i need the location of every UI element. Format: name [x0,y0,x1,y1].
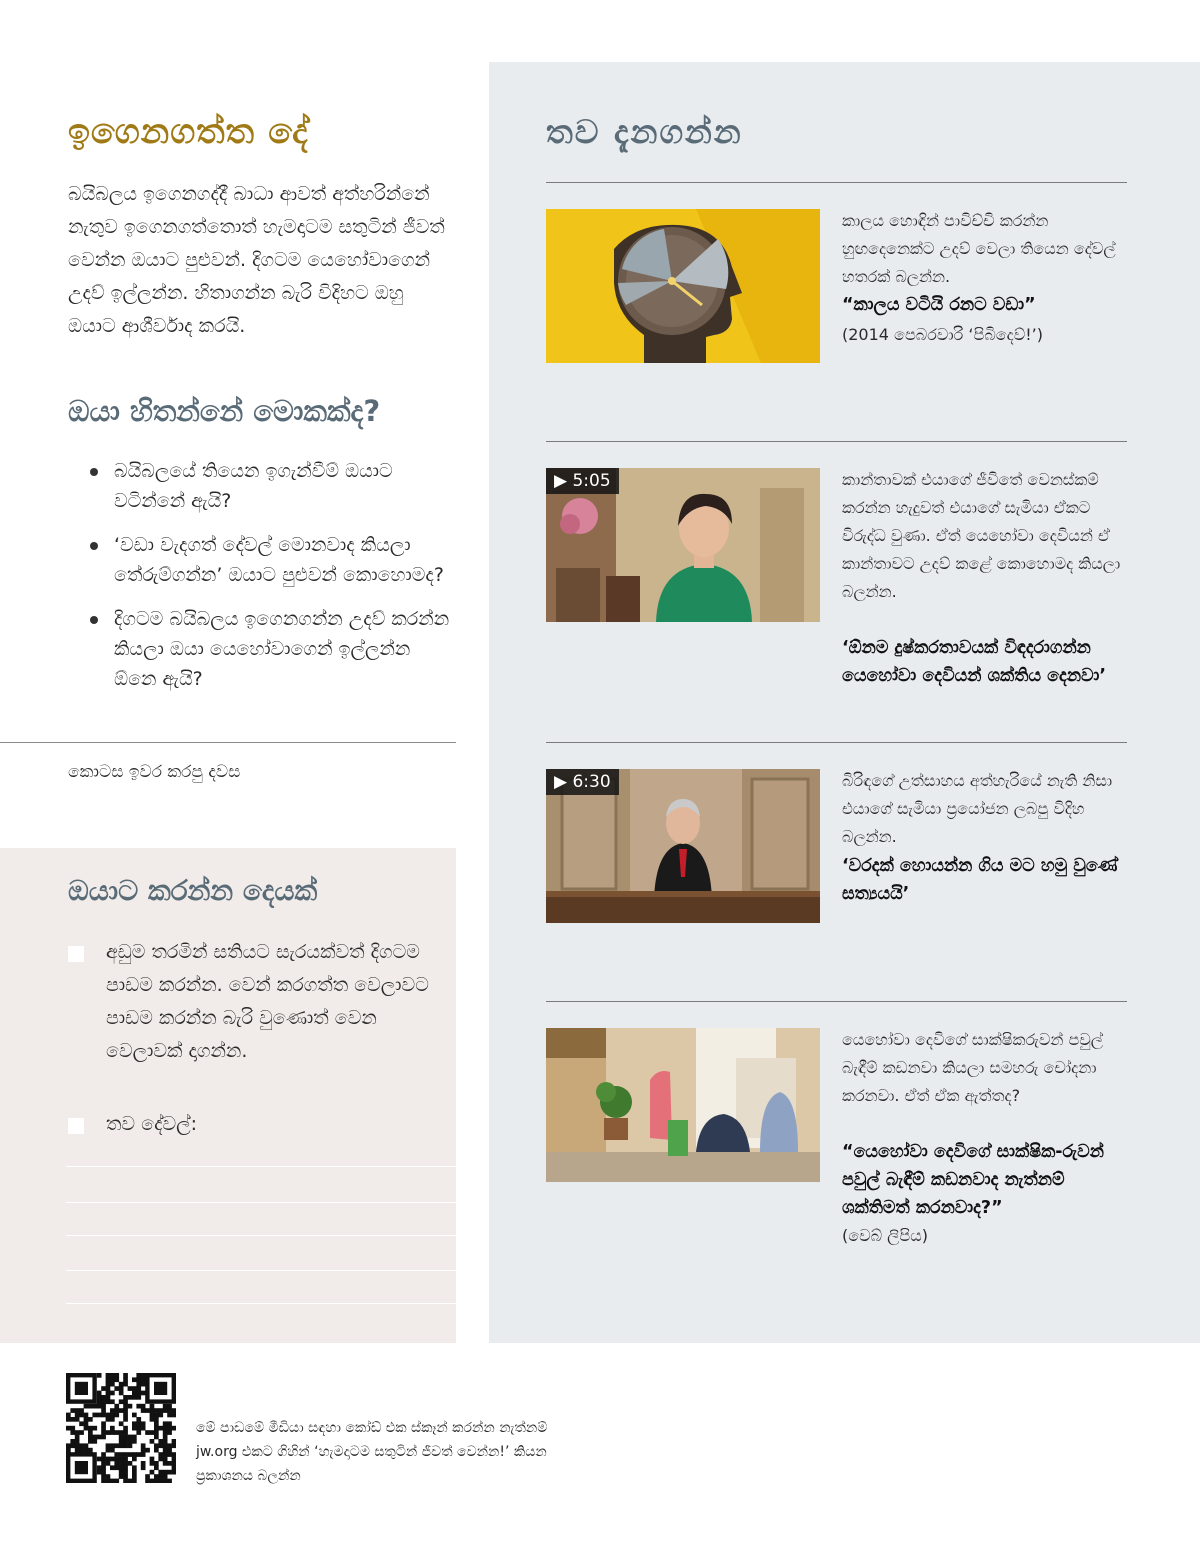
checkbox[interactable] [68,1118,84,1134]
review-question: දිගටම බයිබලය ඉගෙනගන්න උදව් කරන්න කියලා ඔයා යෙහෝවාගෙන් ඉල්ලන්න ඕනෙ ඇයි? [90,604,458,694]
writing-line [66,1202,456,1203]
entry-divider [546,182,1127,183]
article-thumbnail[interactable] [546,1028,820,1182]
entry-source: (වෙබ් ලිපිය) [842,1226,928,1245]
task-item-text: තව දේවල්: [106,1113,198,1135]
learn-more-title: තව දැනගන්න [546,112,743,151]
task-box [0,848,456,1343]
entry-divider [546,742,1127,743]
task-title: ඔයාට කරන්න දෙයක් [68,874,318,907]
qr-code[interactable] [66,1373,176,1483]
task-item-text: අඩුම තරමින් සතියට සැරයක්වත් දිගටම පාඩම කරන්න. වෙන් කරගත්ත වෙලාවට පාඩම කරන්න බැරි වුණොත් වෙන වෙලාවක් දාගන්න. [106,941,429,1062]
video-thumbnail[interactable] [546,769,820,923]
writing-line [66,1235,456,1236]
entry-title[interactable]: ‘ඕනම දුෂ්කරතාවයක් විඳදරාගන්න යෙහෝවා දෙවියන් ශක්තිය දෙනවා’ [842,638,1107,686]
video-duration: ▶ 5:05 [546,468,619,494]
entry-divider [546,441,1127,442]
summary-text: බයිබලය ඉගෙනගද්දී බාධා ආවත් අත්හරින්නේ නැතුව ඉගෙනගත්තොත් හැමදාටම සතුටින් ජීවත් වෙන්න ඔයාට පුළුවන්. දිගටම යෙහෝවාගෙන් උදව් ඉල්ලන්න. හිතාගන්න බැරි විදිහට ඔහු ඔයාට ආශීර්වාද කරයි. [68,183,445,337]
writing-line [66,1166,456,1167]
summary-title: ඉගෙනගත්ත දේ [68,112,309,152]
writing-line [66,1303,456,1304]
entry-source: (2014 පෙබරවාරි ‘පිබිදෙව්!’) [842,325,1044,344]
checkbox[interactable] [68,946,84,962]
writing-line [66,1270,456,1271]
time-head-illustration [546,209,820,363]
section-divider [0,742,456,743]
article-thumbnail[interactable] [546,209,820,363]
video-duration: ▶ 6:30 [546,769,619,795]
family-greeting-image [546,1028,820,1182]
entry-title[interactable]: “යෙහෝවා දෙවිගේ සාක්ෂික-රුවන් පවුල් බැඳීම් කඩනවාද නැත්නම් ශක්තිමත් කරනවාද?” [842,1142,1104,1218]
review-title: ඔයා හිතන්නේ මොකක්ද? [68,394,381,428]
footer-note: මේ පාඩමේ මීඩියා සඳහා කෝඩ් එක ස්කෑන් කරන්න නැත්නම් jw.org එකට ගිහින් ‘හැමදාටම සතුටින් ජීවත් වෙන්න!’ කියන ප්‍රකාශනය බලන්න [196,1420,548,1484]
completed-date-label: කොටස ඉවර කරපු දවස [68,762,241,782]
review-question: ‘වඩා වැදගත් දේවල් මොනවාද කියලා තේරුම්ගන්න’ ඔයාට පුළුවන් කොහොමද? [90,530,458,590]
entry-description: යෙහෝවා දෙවිගේ සාක්ෂිකරුවන් පවුල් බැඳීම් කඩනවා කියලා සමහරු චෝදනා කරනවා. ඒත් ඒක ඇත්තද? [842,1030,1104,1105]
entry-title[interactable]: ‘වරදක් හොයන්න ගිය මට හමු වුණේ සත්‍යයයි’ [842,856,1118,904]
entry-divider [546,1001,1127,1002]
entry-description: බිරිඳගේ උත්සාහය අත්හැරියේ නැති නිසා එයාගේ සැමියා ප්‍රයෝජන ලබපු විදිහ බලන්න. [842,771,1113,846]
review-questions [68,456,458,708]
entry-description: කාන්තාවක් එයාගේ ජීවිතේ වෙනස්කම් කරන්න හැදුවත් එයාගේ සැමියා ඒකට විරුද්ධ වුණා. ඒත් යෙහෝවා දෙවියන් ඒ කාන්තාවට උදව් කළේ කොහොමද කියලා බලන්න. [842,470,1121,601]
review-question: බයිබලයේ තියෙන ඉගැන්වීම් ඔයාට වටින්නේ ඇයි? [90,456,458,516]
video-thumbnail[interactable] [546,468,820,622]
entry-description: කාලය හොඳින් පාවිච්චි කරන්න හුඟදෙනෙක්ට උදව් වෙලා තියෙන දේවල් හතරක් බලන්න. [842,211,1116,286]
task-item [68,936,448,1068]
qr-code-icon [66,1373,176,1483]
entry-title[interactable]: “කාලය වටියි රනට වඩා” [842,295,1036,315]
task-item [68,1108,448,1141]
